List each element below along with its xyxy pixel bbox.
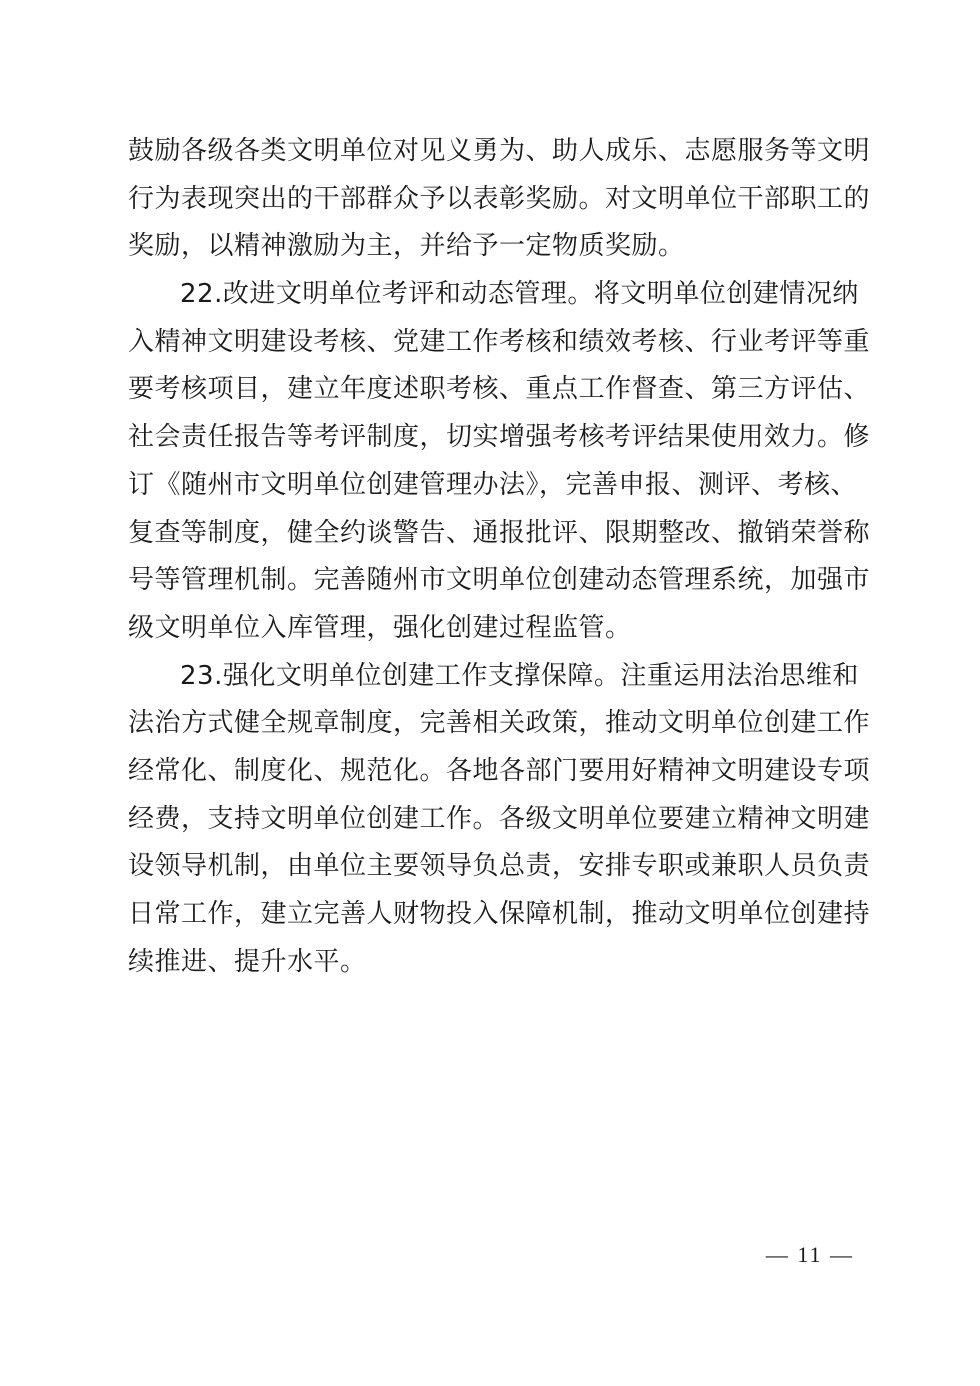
paragraph-line: 行为表现突出的干部群众予以表彰奖励。对文明单位干部职工的 <box>128 183 871 214</box>
paragraph-first-line <box>128 653 859 701</box>
paragraph-line: 奖励，以精神激励为主，并给予一定物质奖励。 <box>128 231 685 262</box>
paragraph-line: 经费，支持文明单位创建工作。各级文明单位要建立精神文明建 <box>128 803 871 834</box>
section-heading-23: 23.强化文明单位创建工作支撑保障。 <box>180 660 621 691</box>
section-heading-22: 22.改进文明单位考评和动态管理。 <box>180 279 594 310</box>
paragraph-text: 将文明单位创建情况纳 <box>593 279 859 310</box>
paragraph-line: 要考核项目，建立年度述职考核、重点工作督查、第三方评估、 <box>128 374 871 405</box>
paragraph-line: 复查等制度，健全约谈警告、通报批评、限期整改、撤销荣誉称 <box>128 517 871 548</box>
page-number: — 11 — <box>765 1242 854 1267</box>
paragraph-text: 注重运用法治思维和 <box>620 660 859 691</box>
paragraph-line: 号等管理机制。完善随州市文明单位创建动态管理系统，加强市 <box>128 565 871 596</box>
paragraph-line: 续推进、提升水平。 <box>128 946 367 977</box>
paragraph-line: 日常工作，建立完善人财物投入保障机制，推动文明单位创建持 <box>128 899 871 929</box>
paragraph-line: 订《随州市文明单位创建管理办法》，完善申报、测评、考核、 <box>128 469 858 500</box>
document-body <box>128 128 871 986</box>
paragraph-line: 入精神文明建设考核、党建工作考核和绩效考核、行业考评等重 <box>128 326 871 357</box>
paragraph-line: 法治方式健全规章制度，完善相关政策，推动文明单位创建工作 <box>128 708 871 739</box>
paragraph-line: 社会责任报告等考评制度，切实增强考核考评结果使用效力。修 <box>128 422 871 453</box>
paragraph-line: 级文明单位入库管理，强化创建过程监管。 <box>128 612 632 643</box>
paragraph-line: 经常化、制度化、规范化。各地各部门要用好精神文明建设专项 <box>128 755 871 786</box>
paragraph-line: 鼓励各级各类文明单位对见义勇为、助人成乐、志愿服务等文明 <box>128 136 871 166</box>
paragraph-line: 设领导机制，由单位主要领导负总责，安排专职或兼职人员负责 <box>128 851 871 882</box>
paragraph-first-line <box>128 271 859 319</box>
